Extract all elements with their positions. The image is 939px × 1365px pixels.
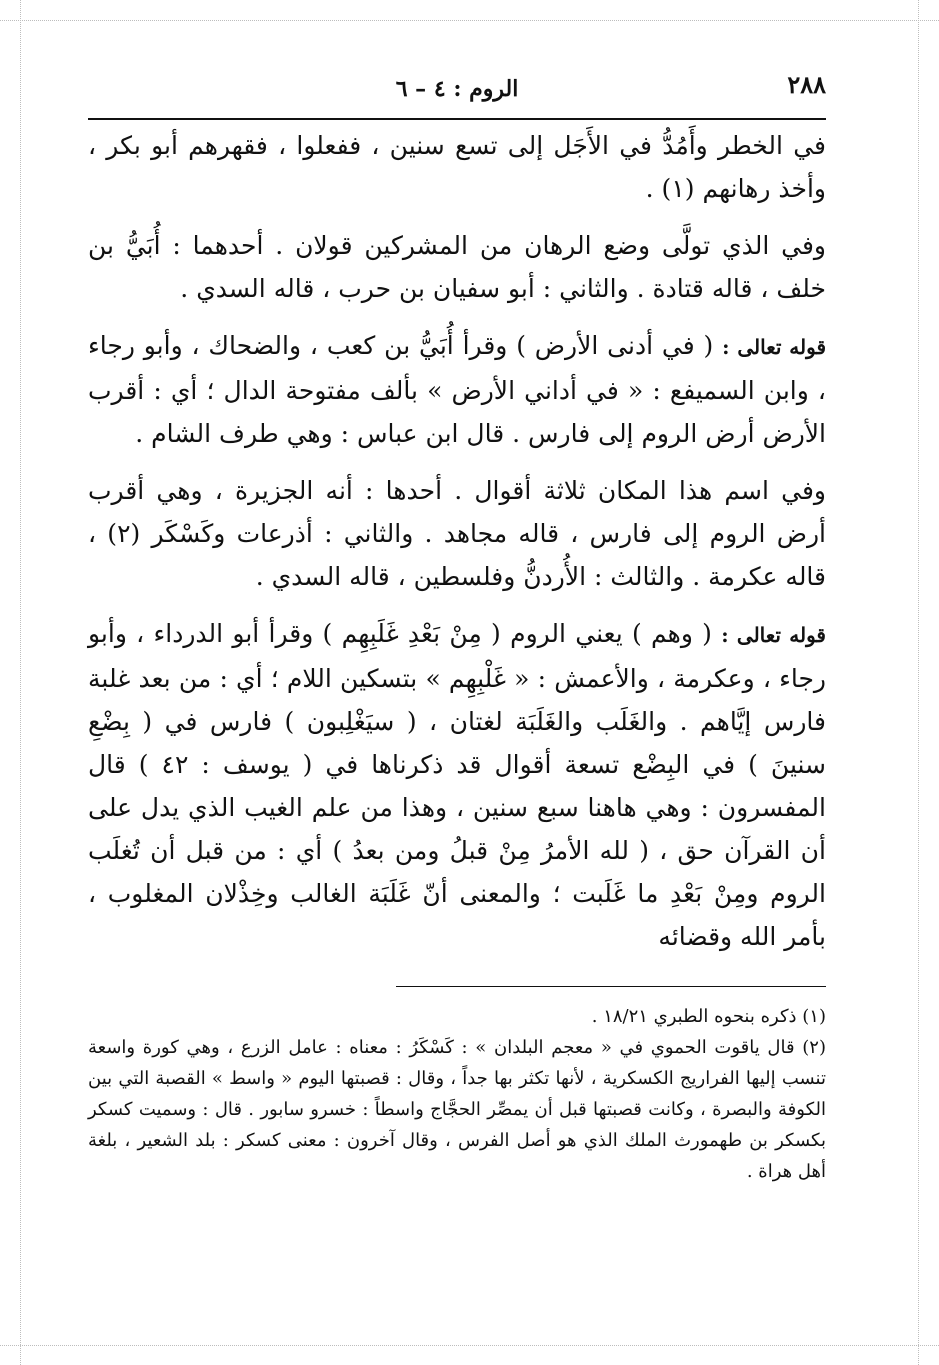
footnote-rule — [396, 986, 826, 987]
page-number: ٢٨٨ — [787, 70, 826, 99]
paragraph-1: في الخطر وأَمُدُّ في الأَجَل إلى تسع سنين ، ففعلوا ، فقهرهم أبو بكر ، وأخذ رهانهم (١) . — [88, 131, 826, 203]
scan-edge-right — [918, 0, 919, 1365]
header-rule — [88, 118, 826, 120]
scan-edge-top — [0, 20, 939, 21]
lemma-marker: قوله تعالى : — [722, 335, 827, 359]
footnote-1: (١) ذكره بنحوه الطبري ١٨/٢١ . — [591, 1006, 826, 1027]
book-page — [88, 70, 826, 1187]
paragraph-2: وفي الذي تولَّى وضع الرهان من المشركين قولان . أحدهما : أُبَيُّ بن خلف ، قاله قتادة . والثاني : أبو سفيان بن حرب ، قاله السدي . — [88, 231, 826, 303]
body-text — [88, 124, 826, 958]
paragraph-3 — [88, 324, 826, 455]
paragraph-5-text: ( وهم ) يعني الروم ( مِنْ بَعْدِ غَلَبِهِم ) وقرأ أبو الدرداء ، وأبو رجاء ، وعكرمة ، والأعمش : « غَلْبِهِم » بتسكين اللام ؛ أي : من بعد غلبة فارس إيَّاهم . والغَلَب والغَلَبَة لغتان ، ( سيَغْلِبون ) فارس في ( بِضْعِ سنينَ ) في البِضْع تسعة أقوال قد ذكرناها في ( يوسف : ٤٢ ) قال المفسرون : وهي هاهنا سبع سنين ، وهذا من علم الغيب الذي يدل على أن القرآن حق ، ( لله الأمرُ مِنْ قبلُ ومن بعدُ ) أي : من قبل أن تُغلَب الروم ومِنْ بَعْدِ ما غَلَبت ؛ والمعنى أنّ غَلَبَة الغالب وخِذْلان المغلوب ، بأمر الله وقضائه — [88, 619, 826, 951]
scan-edge-left — [20, 0, 21, 1365]
paragraph-4: وفي اسم هذا المكان ثلاثة أقوال . أحدها : أنه الجزيرة ، وهي أقرب أرض الروم إلى فارس ، قاله مجاهد . والثاني : أذرعات وكَسْكَر (٢) ، قاله عكرمة . والثالث : الأُردنُّ وفلسطين ، قاله السدي . — [88, 476, 826, 591]
paragraph-3-text: ( في أدنى الأرض ) وقرأ أُبَيُّ بن كعب ، والضحاك ، وأبو رجاء ، وابن السميفع : « في أداني الأرض » بألف مفتوحة الدال ؛ أي : أقرب الأرض أرض الروم إلى فارس . قال ابن عباس : وهي طرف الشام . — [88, 331, 826, 448]
running-title: الروم : ٤ – ٦ — [395, 76, 519, 102]
scan-edge-bottom — [0, 1345, 939, 1346]
paragraph-5 — [88, 612, 826, 958]
footnotes — [88, 1001, 826, 1187]
footnote-2: (٢) قال ياقوت الحموي في « معجم البلدان » : كَسْكَرُ : معناه : عامل الزرع ، وهي كورة واسعة تنسب إليها الفراريج الكسكرية ، لأنها تكثر بها جداً ، وقال : قصبتها اليوم « واسط » القصبة التي بين الكوفة والبصرة ، وكانت قصبتها قبل أن يمصِّر الحجَّاج واسطاً : خسرو سابور . قال : وسميت كسكر بكسكر بن طهمورث الملك الذي هو أصل الفرس ، وقال آخرون : معنى كسكر : بلد الشعير ، بلغة أهل هراة . — [88, 1037, 826, 1182]
page-header — [88, 70, 826, 118]
lemma-marker: قوله تعالى : — [721, 623, 826, 647]
